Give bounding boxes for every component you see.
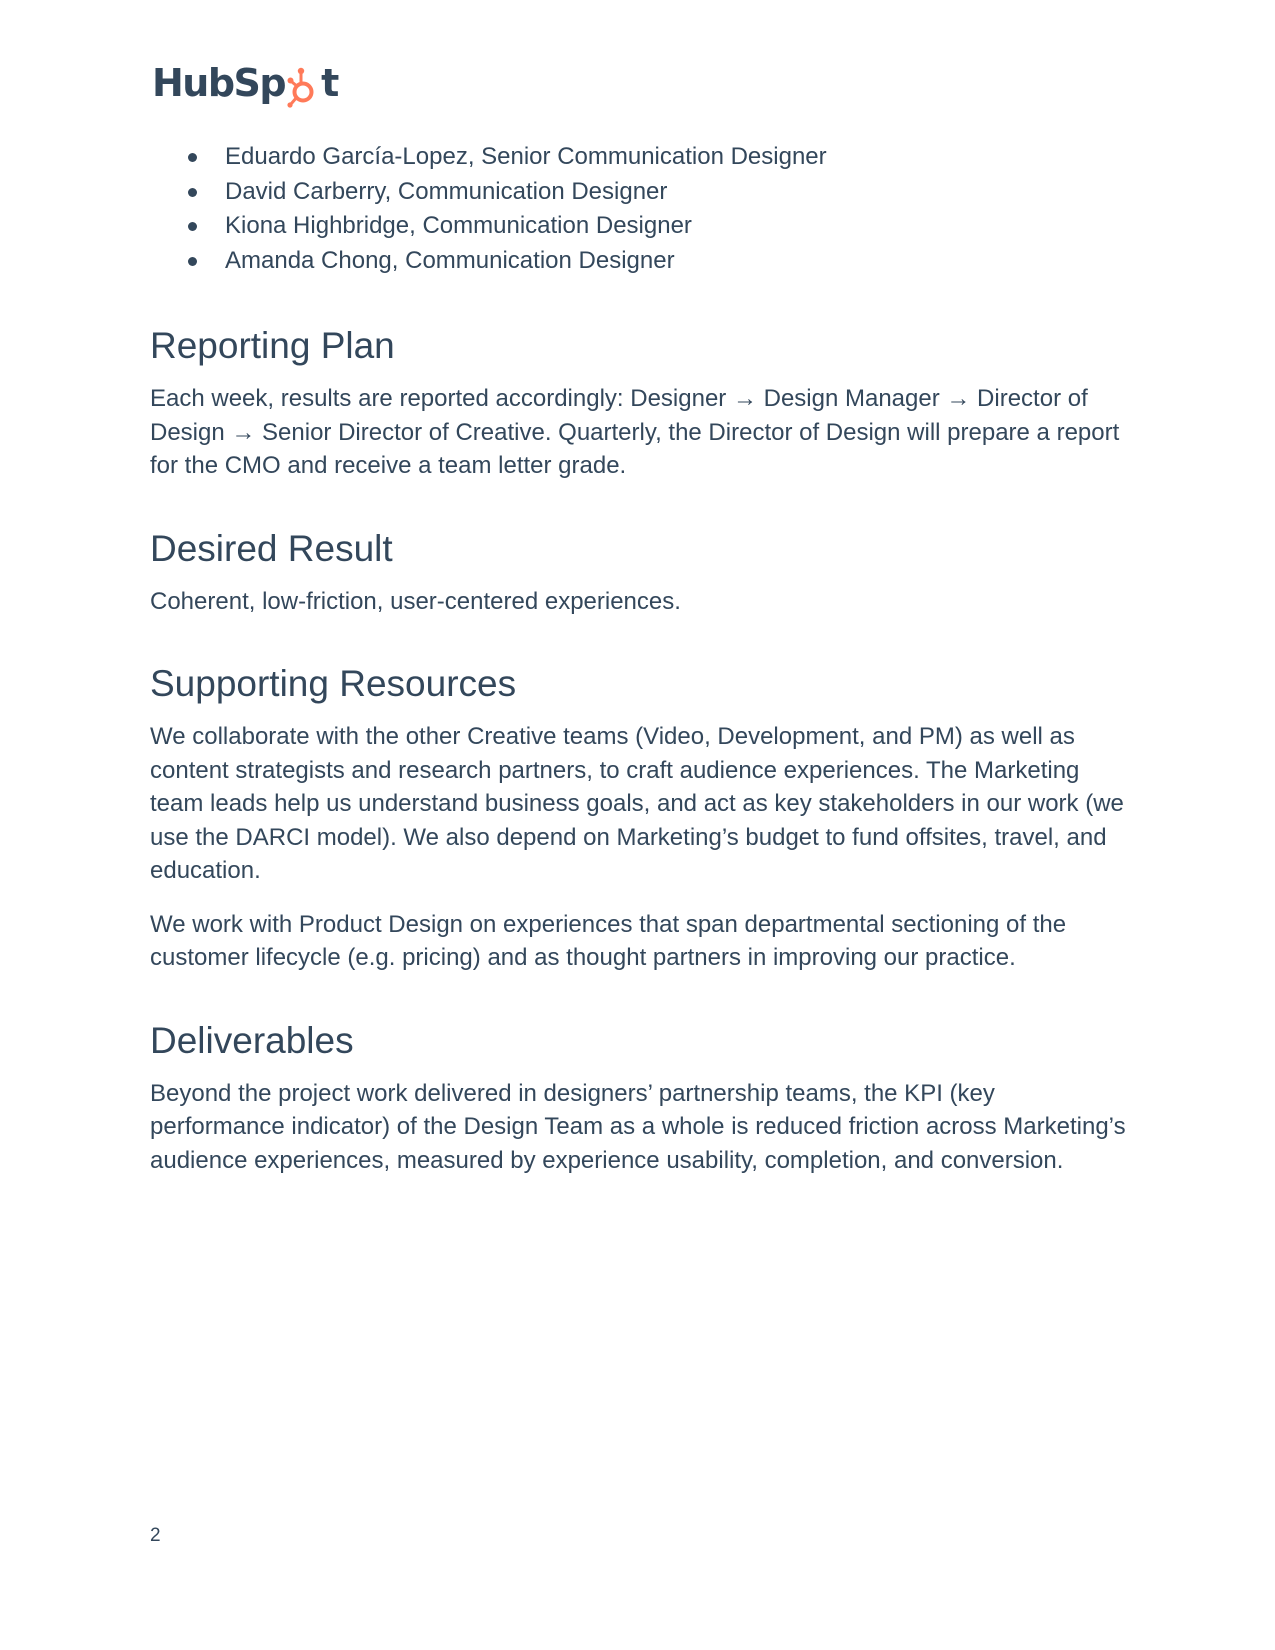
sprocket-icon	[286, 66, 320, 110]
reporting-plan-heading: Reporting Plan	[150, 325, 395, 366]
bullet-icon	[188, 222, 197, 231]
deliverables-body: Beyond the project work delivered in designers’ partnership teams, the KPI (key performance indicator) of the Design Team as a whole is reduced friction across Marketing’s audience experiences, measured by experience usability, completion, and conversion.	[150, 1079, 1126, 1174]
hubspot-logo	[152, 58, 338, 108]
list-item	[150, 175, 1130, 210]
list-item-text: Amanda Chong, Communication Designer	[225, 246, 675, 274]
list-item	[150, 140, 1130, 175]
list-item-text: David Carberry, Communication Designer	[225, 177, 668, 205]
document-body	[150, 140, 1130, 1177]
team-member-list	[150, 140, 1130, 278]
deliverables-heading: Deliverables	[150, 1019, 354, 1061]
supporting-resources-body-2: We work with Product Design on experiences that span departmental sectioning of the customer lifecycle (e.g. pricing) and as thought partners in improving our practice.	[150, 910, 1067, 971]
list-item-text: Eduardo García-Lopez, Senior Communication Designer	[225, 143, 827, 170]
list-item-text: Kiona Highbridge, Communication Designer	[225, 212, 692, 239]
bullet-icon	[188, 153, 197, 162]
page-number: 2	[150, 1525, 161, 1546]
list-item	[150, 209, 1130, 244]
logo-text-left: HubSp	[152, 61, 286, 105]
desired-result-body: Coherent, low-friction, user-centered experiences.	[150, 587, 681, 615]
reporting-plan-body: Each week, results are reported accordingly: Designer → Design Manager → Director of Design → Senior Director of Creative. Quarterly, the Director of Design will prepare a report for the CMO and receive a team letter grade.	[150, 385, 1120, 479]
supporting-resources-body-1: We collaborate with the other Creative teams (Video, Development, and PM) as well as content strategists and research partners, to craft audience experiences. The Marketing team leads help us understand business goals, and act as key stakeholders in our work (we use the DARCI model). We also depend on Marketing’s budget to fund offsites, travel, and education.	[150, 723, 1124, 884]
bullet-icon	[188, 188, 197, 197]
logo-text-right: t	[321, 61, 338, 105]
bullet-icon	[188, 257, 197, 266]
desired-result-heading: Desired Result	[150, 527, 393, 569]
supporting-resources-heading: Supporting Resources	[150, 663, 517, 704]
list-item	[150, 244, 1130, 279]
